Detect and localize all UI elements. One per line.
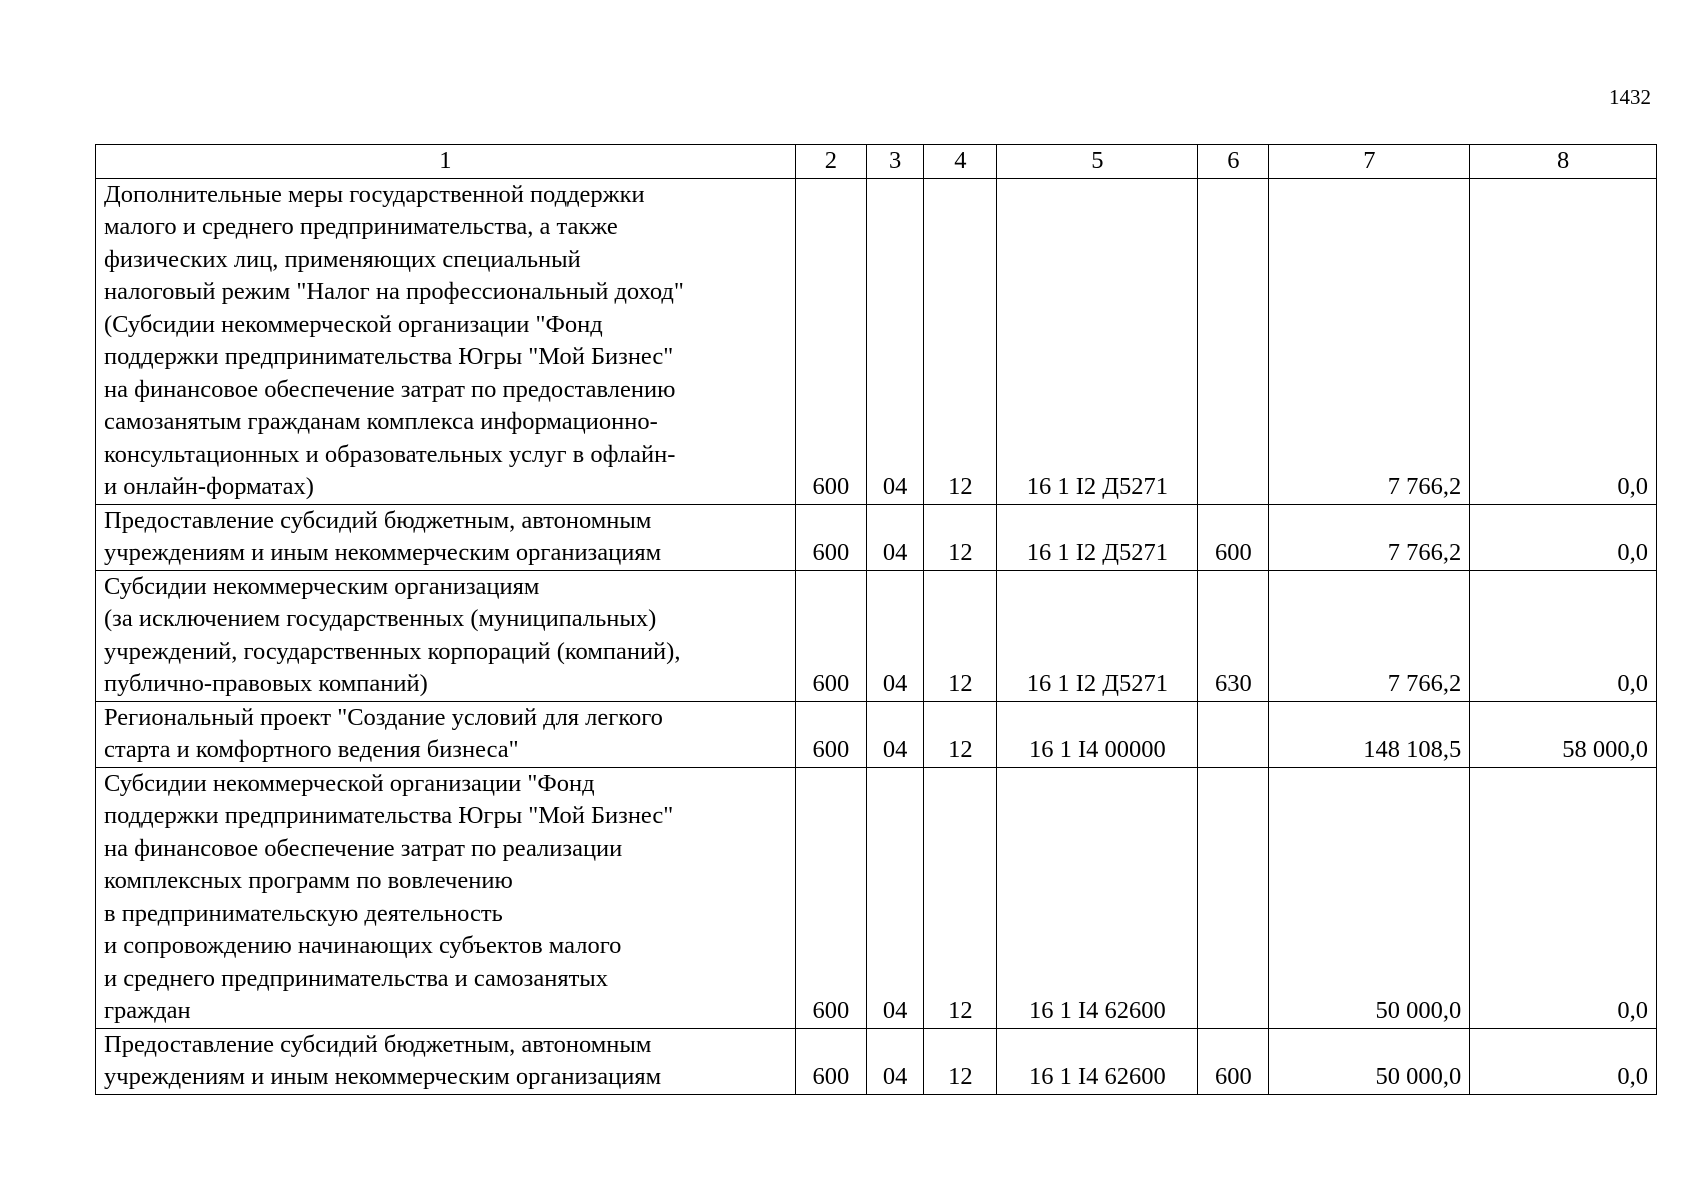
cell-col2: 600	[795, 767, 866, 1028]
cell-col2: 600	[795, 701, 866, 767]
cell-col6: 630	[1198, 570, 1269, 701]
cell-col4: 12	[924, 504, 997, 570]
cell-col2: 600	[795, 1028, 866, 1094]
row-description: Субсидии некоммерческой организации "Фонд поддержки предпринимательства Югры "Мой Бизнес" на финансовое обеспечение затрат по реализации комплексных программ по вовлечению в предпринимательскую деятельность и сопровождению начинающих субъектов малого и среднего предпринимательства и самозанятых граждан	[96, 767, 796, 1028]
row-description: Предоставление субсидий бюджетным, автономным учреждениям и иным некоммерческим организациям	[96, 1028, 796, 1094]
cell-col8: 0,0	[1470, 767, 1657, 1028]
cell-col8: 0,0	[1470, 1028, 1657, 1094]
cell-col7: 148 108,5	[1269, 701, 1470, 767]
cell-col3: 04	[866, 1028, 923, 1094]
cell-col5: 16 1 I2 Д5271	[997, 504, 1198, 570]
cell-col2: 600	[795, 570, 866, 701]
cell-col4: 12	[924, 570, 997, 701]
cell-col8: 0,0	[1470, 178, 1657, 504]
cell-col6	[1198, 178, 1269, 504]
cell-col7: 7 766,2	[1269, 504, 1470, 570]
column-header: 5	[997, 145, 1198, 179]
cell-col2: 600	[795, 504, 866, 570]
cell-col4: 12	[924, 1028, 997, 1094]
cell-col5: 16 1 I4 62600	[997, 767, 1198, 1028]
cell-col7: 50 000,0	[1269, 767, 1470, 1028]
table-header-row	[96, 145, 1657, 179]
table-row	[96, 178, 1657, 504]
page-number: 1432	[1609, 85, 1651, 109]
column-header: 1	[96, 145, 796, 179]
row-description: Субсидии некоммерческим организациям (за исключением государственных (муниципальных) учреждений, государственных корпораций (компаний), публично-правовых компаний)	[96, 570, 796, 701]
cell-col3: 04	[866, 570, 923, 701]
row-description: Региональный проект "Создание условий для легкого старта и комфортного ведения бизнеса"	[96, 701, 796, 767]
table-row	[96, 570, 1657, 701]
cell-col2: 600	[795, 178, 866, 504]
cell-col7: 7 766,2	[1269, 570, 1470, 701]
cell-col4: 12	[924, 701, 997, 767]
budget-table	[95, 144, 1657, 1095]
cell-col8: 0,0	[1470, 570, 1657, 701]
cell-col6	[1198, 701, 1269, 767]
cell-col3: 04	[866, 701, 923, 767]
column-header: 6	[1198, 145, 1269, 179]
row-description: Дополнительные меры государственной поддержки малого и среднего предпринимательства, а также физических лиц, применяющих специальный налоговый режим "Налог на профессиональный доход" (Субсидии некоммерческой организации "Фонд поддержки предпринимательства Югры "Мой Бизнес" на финансовое обеспечение затрат по предоставлению самозанятым гражданам комплекса информационно- консультационных и образовательных услуг в офлайн- и онлайн-форматах)	[96, 178, 796, 504]
cell-col6: 600	[1198, 1028, 1269, 1094]
cell-col5: 16 1 I2 Д5271	[997, 178, 1198, 504]
table-row	[96, 504, 1657, 570]
column-header: 2	[795, 145, 866, 179]
cell-col4: 12	[924, 178, 997, 504]
cell-col4: 12	[924, 767, 997, 1028]
column-header: 3	[866, 145, 923, 179]
cell-col8: 58 000,0	[1470, 701, 1657, 767]
cell-col3: 04	[866, 504, 923, 570]
cell-col7: 50 000,0	[1269, 1028, 1470, 1094]
cell-col3: 04	[866, 767, 923, 1028]
cell-col6	[1198, 767, 1269, 1028]
table-row	[96, 701, 1657, 767]
column-header: 4	[924, 145, 997, 179]
table-row	[96, 767, 1657, 1028]
column-header: 8	[1470, 145, 1657, 179]
cell-col5: 16 1 I2 Д5271	[997, 570, 1198, 701]
table-row	[96, 1028, 1657, 1094]
cell-col5: 16 1 I4 00000	[997, 701, 1198, 767]
cell-col5: 16 1 I4 62600	[997, 1028, 1198, 1094]
cell-col6: 600	[1198, 504, 1269, 570]
cell-col7: 7 766,2	[1269, 178, 1470, 504]
column-header: 7	[1269, 145, 1470, 179]
cell-col3: 04	[866, 178, 923, 504]
row-description: Предоставление субсидий бюджетным, автономным учреждениям и иным некоммерческим организациям	[96, 504, 796, 570]
cell-col8: 0,0	[1470, 504, 1657, 570]
